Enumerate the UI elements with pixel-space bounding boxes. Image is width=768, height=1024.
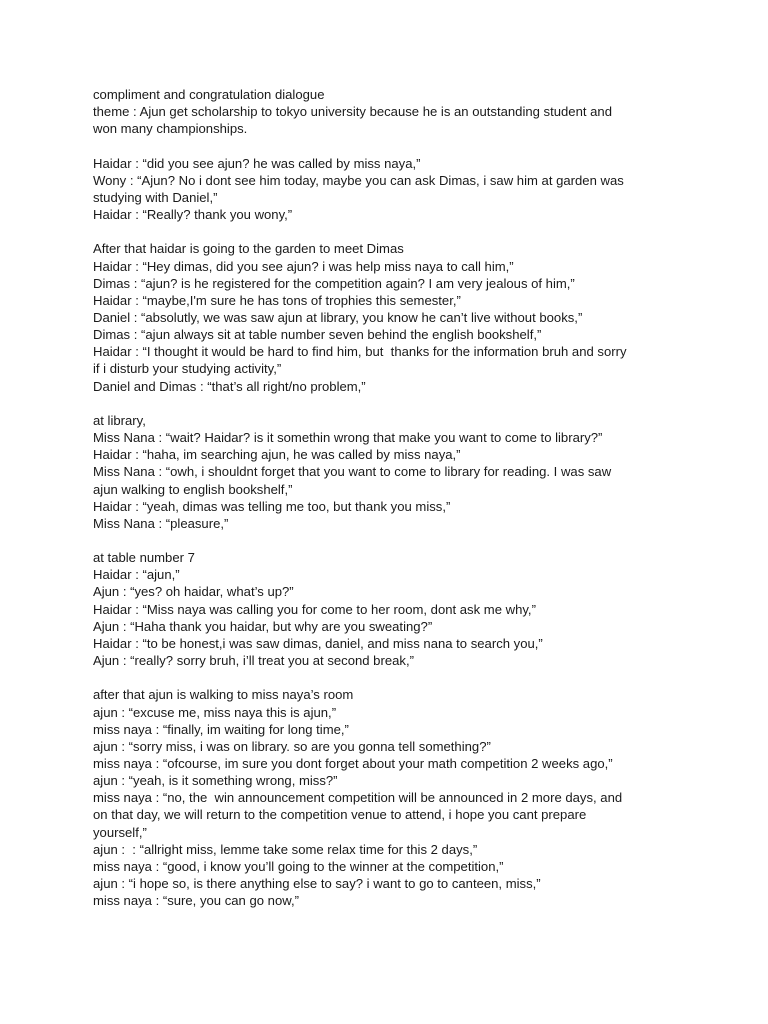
dialogue-line: Haidar : “to be honest,i was saw dimas, daniel, and miss nana to search you,”: [93, 635, 543, 651]
dialogue-line: Haidar : “did you see ajun? he was called by miss naya,”: [93, 155, 421, 171]
dialogue-line: miss naya : “finally, im waiting for long time,”: [93, 721, 349, 737]
dialogue-line: ajun : “yeah, is it something wrong, miss?”: [93, 773, 338, 789]
dialogue-line: Miss Nana : “owh, i shouldnt forget that you want to come to library for reading. I was saw: [93, 464, 612, 480]
dialogue-line: Haidar : “yeah, dimas was telling me too, but thank you miss,”: [93, 498, 451, 514]
dialogue-line: Haidar : “haha, im searching ajun, he was called by miss naya,”: [93, 447, 461, 463]
dialogue-line: yourself,”: [93, 824, 147, 840]
text-line: theme : Ajun get scholarship to tokyo university because he is an outstanding student and: [93, 104, 612, 120]
dialogue-line: ajun walking to english bookshelf,”: [93, 481, 293, 497]
dialogue-line: Haidar : “maybe,I'm sure he has tons of trophies this semester,”: [93, 292, 461, 308]
dialogue-line: Ajun : “Haha thank you haidar, but why are you sweating?”: [93, 618, 433, 634]
dialogue-line: Ajun : “really? sorry bruh, i’ll treat you at second break,”: [93, 653, 414, 669]
scene-heading: at library,: [93, 412, 146, 428]
dialogue-line: Miss Nana : “pleasure,”: [93, 515, 229, 531]
scene-5: [93, 686, 693, 909]
dialogue-line: Wony : “Ajun? No i dont see him today, maybe you can ask Dimas, i saw him at garden was: [93, 172, 624, 188]
dialogue-line: ajun : “sorry miss, i was on library. so are you gonna tell something?”: [93, 738, 491, 754]
dialogue-line: ajun : “excuse me, miss naya this is ajun,”: [93, 704, 337, 720]
theme-paragraph: [93, 103, 693, 137]
paragraph-gap: [93, 395, 693, 412]
dialogue-line: Dimas : “ajun? is he registered for the competition again? I am very jealous of him,”: [93, 275, 575, 291]
scene-heading: After that haidar is going to the garden to meet Dimas: [93, 241, 404, 257]
dialogue-line: miss naya : “sure, you can go now,”: [93, 893, 299, 909]
document-page: [93, 86, 693, 909]
dialogue-line: Haidar : “I thought it would be hard to find him, but thanks for the information bruh and sorry: [93, 344, 627, 360]
dialogue-line: Haidar : “Really? thank you wony,”: [93, 207, 293, 223]
scene-1: [93, 155, 693, 224]
dialogue-line: ajun : “i hope so, is there anything else to say? i want to go to canteen, miss,”: [93, 876, 541, 892]
dialogue-line: ajun : : “allright miss, lemme take some relax time for this 2 days,”: [93, 841, 478, 857]
dialogue-line: Dimas : “ajun always sit at table number seven behind the english bookshelf,”: [93, 327, 542, 343]
dialogue-line: Daniel and Dimas : “that’s all right/no problem,”: [93, 378, 366, 394]
dialogue-line: Haidar : “Miss naya was calling you for come to her room, dont ask me why,”: [93, 601, 536, 617]
paragraph-gap: [93, 223, 693, 240]
scene-2: [93, 240, 693, 394]
scene-3: [93, 412, 693, 532]
dialogue-line: studying with Daniel,”: [93, 189, 218, 205]
dialogue-line: miss naya : “no, the win announcement competition will be announced in 2 more days, and: [93, 790, 623, 806]
dialogue-line: miss naya : “good, i know you’ll going to the winner at the competition,”: [93, 858, 504, 874]
scene-4: [93, 549, 693, 669]
paragraph-gap: [93, 137, 693, 154]
document-title: compliment and congratulation dialogue: [93, 87, 325, 102]
dialogue-line: Ajun : “yes? oh haidar, what’s up?”: [93, 584, 294, 600]
dialogue-line: Daniel : “absolutly, we was saw ajun at library, you know he can’t live without books,”: [93, 310, 583, 325]
paragraph-gap: [93, 532, 693, 549]
scene-heading: after that ajun is walking to miss naya’s room: [93, 687, 354, 703]
dialogue-line: Haidar : “Hey dimas, did you see ajun? i was help miss naya to call him,”: [93, 258, 514, 274]
text-line: won many championships.: [93, 121, 248, 137]
scene-heading: at table number 7: [93, 550, 195, 566]
dialogue-line: miss naya : “ofcourse, im sure you dont forget about your math competition 2 weeks ago,”: [93, 756, 613, 772]
dialogue-line: on that day, we will return to the competition venue to attend, i hope you cant prepare: [93, 807, 587, 823]
dialogue-line: if i disturb your studying activity,”: [93, 361, 282, 377]
dialogue-line: Haidar : “ajun,”: [93, 567, 180, 583]
paragraph-gap: [93, 669, 693, 686]
dialogue-line: Miss Nana : “wait? Haidar? is it somethin wrong that make you want to come to library?”: [93, 430, 603, 446]
